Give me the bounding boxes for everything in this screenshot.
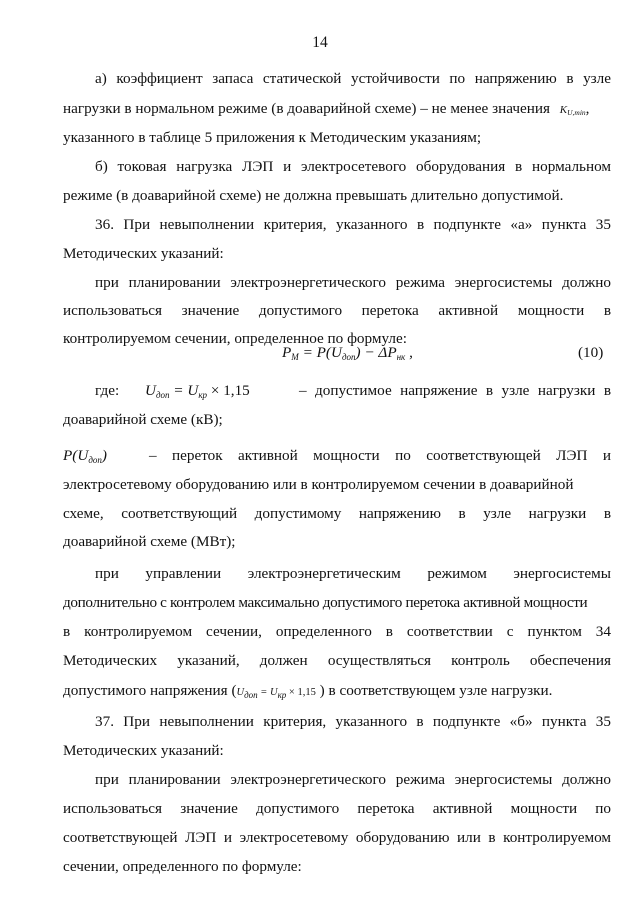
p-def-line-2: электросетевому оборудованию или в контролируемом сечении в доаварийной [63, 476, 574, 493]
para-mgmt-line-3: в контролируемом сечении, определенного в соответствии с пунктом 34 [63, 623, 611, 640]
para-plan2-line-4: сечении, определенного по формуле: [63, 858, 302, 875]
u-dop-symbol: $U_{доп} = U_{кр}$ [144, 382, 208, 400]
equation-number: (10) [578, 344, 604, 361]
p-def-line-3: схеме, соответствующий допустимому напряжению в узле нагрузки в [63, 505, 611, 522]
page-number: 14 [312, 34, 328, 51]
where-line-2: доаварийной схеме (кВ); [63, 411, 223, 428]
k-u-min-symbol: $K_{U,min}$ [559, 104, 586, 117]
para-plan1-line-3: контролируемом сечении, определенное по формуле: [63, 330, 407, 347]
para-mgmt-line-5 [63, 682, 611, 702]
para-mgmt-line-5-end: ) в соответствующем узле нагрузки. [315, 682, 553, 699]
para-36-line-1: 36. При невыполнении критерия, указанного в подпункте «а» пункта 35 [95, 216, 611, 233]
p-def-line-4: доаварийной схеме (МВт); [63, 533, 236, 550]
para-plan2-line-2: использоваться значение допустимого перетока активной мощности по [63, 800, 611, 817]
para-a-line-2-text: нагрузки в нормальном режиме (в доаварийной схеме) – не менее значения [63, 100, 550, 117]
para-mgmt-line-1: при управлении электроэнергетическим режимом энергосистемы [95, 565, 611, 582]
para-plan2-line-3: соответствующей ЛЭП и электросетевому оборудованию или в контролируемом [63, 829, 611, 846]
where-line-1 [95, 382, 611, 400]
para-plan2-line-1: при планировании электроэнергетического режима энергосистемы должно [95, 771, 611, 788]
where-label: где: [95, 382, 120, 399]
para-b-line-1: б) токовая нагрузка ЛЭП и электросетевого оборудования в нормальном [95, 158, 611, 175]
para-a-line-3: указанного в таблице 5 приложения к Методическим указаниям; [63, 129, 482, 146]
inline-u-dop-formula: $U_{доп} = U_{кр} \times 1,15$ [236, 687, 316, 700]
multiplier: × 1,15 [207, 382, 250, 399]
para-plan1-line-1: при планировании электроэнергетического режима энергосистемы должно [95, 274, 611, 291]
para-mgmt-line-4: Методических указаний, должен осуществляться контроль обеспечения [63, 652, 611, 669]
para-37-line-1: 37. При невыполнении критерия, указанного в подпункте «б» пункта 35 [95, 713, 611, 730]
p-u-dop-symbol: $P(U_{доп})$ [63, 447, 107, 465]
para-b-line-2: режиме (в доаварийной схеме) не должна превышать длительно допустимой. [63, 187, 564, 204]
p-def-line-1 [63, 447, 611, 465]
para-mgmt-line-5-start: допустимого напряжения ( [63, 682, 237, 699]
para-36-line-2: Методических указаний: [63, 245, 224, 262]
p-def-description: – переток активной мощности по соответствующей ЛЭП и [149, 447, 611, 464]
formula-10: $P_М = P(U_{доп}) - \Delta P_{нк}$ , [282, 344, 413, 362]
para-37-line-2: Методических указаний: [63, 742, 224, 759]
para-a-line-2-tail: , [585, 100, 590, 117]
para-plan1-line-2: использоваться значение допустимого перетока активной мощности в [63, 302, 611, 319]
u-dop-description: – допустимое напряжение в узле нагрузки в [299, 382, 611, 399]
para-mgmt-line-2: дополнительно с контролем максимально допустимого перетока активной мощности [63, 594, 588, 611]
para-a-line-2 [63, 100, 611, 119]
para-a-line-1: а) коэффициент запаса статической устойчивости по напряжению в узле [95, 70, 611, 87]
